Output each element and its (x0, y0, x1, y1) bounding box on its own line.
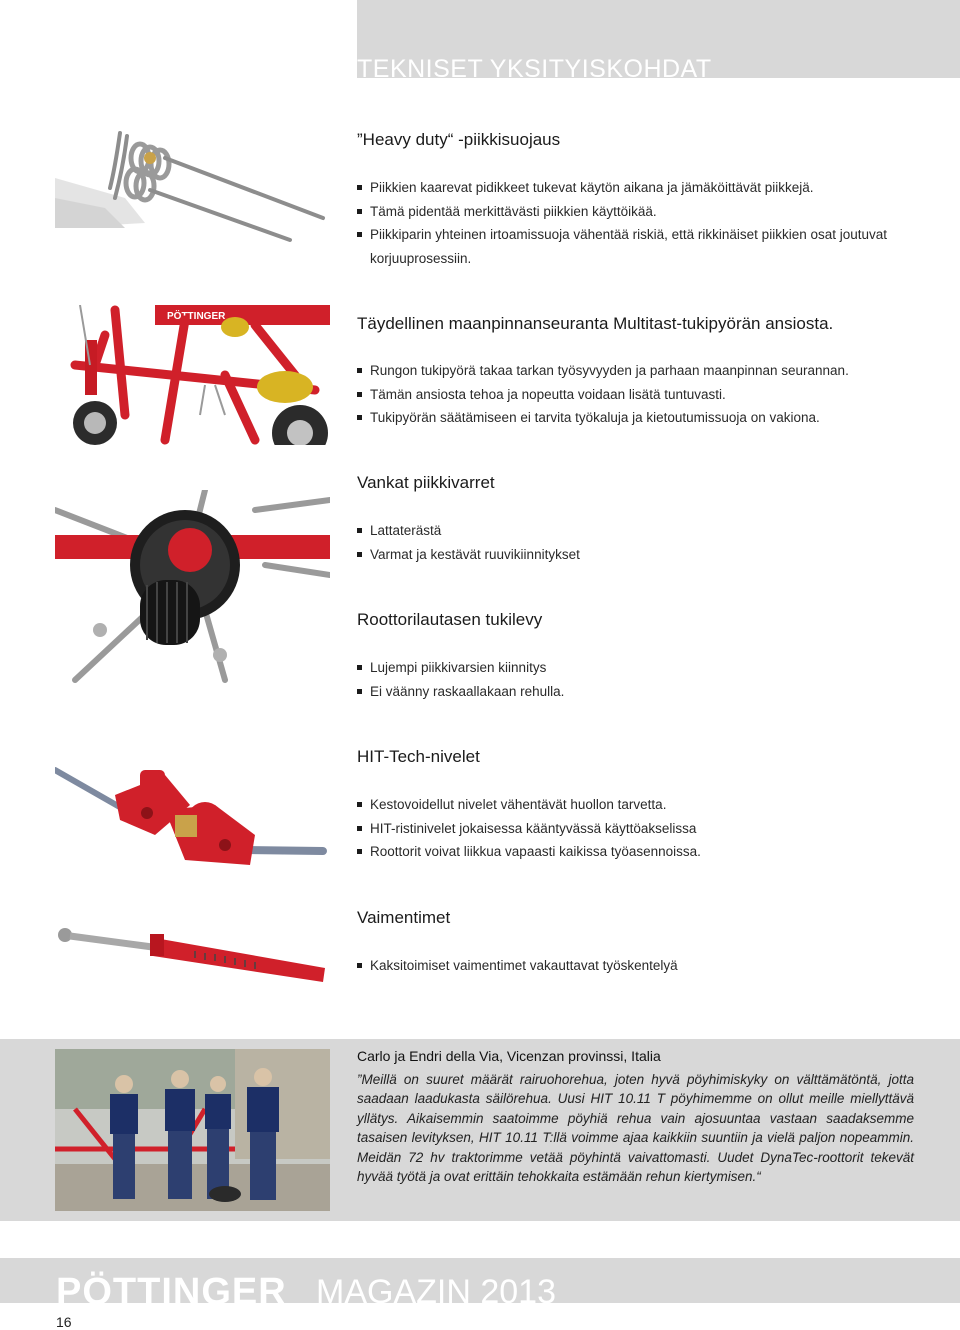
brand-logo: PÖTTINGER (56, 1271, 287, 1313)
list-item: Tämä pidentää merkittävästi piikkien käyttöikää. (357, 200, 917, 224)
list-item: Kaksitoimiset vaimentimet vakauttavat työskentelyä (357, 954, 917, 978)
bullet-list-multitast (357, 359, 917, 430)
magazine-title: MAGAZIN 2013 (316, 1273, 556, 1311)
damper-photo (55, 920, 330, 990)
list-item: Roottorit voivat liikkua vapaasti kaikissa työasennoissa. (357, 840, 917, 864)
bullet-list-heavy-duty (357, 176, 917, 270)
testimonial-quote: ”Meillä on suuret määrät rairuohorehua, joten hyvä pöyhimiskyky on välttämätöntä, jotta saadaan laadukasta säilörehua. Uusi HIT 10.11 T pöyhimemme on ollut meille miellyttävä yllätys. Aikaisemmin saatoimme pöyhiä rehua vain ajosuuntaa vastaan saadaksemme tasaisen levityksen, HIT 10.11 T:llä voimme ajaa kaikkiin suuntiin ja vielä paljon nopeammin. Meidän 72 hv traktorimme vetää pöyhintä vaivattomasti. Uudet DynaTec-roottorit tekevät hyvää työtä ja ovat erittäin tehokkaita estämään rehun kiertymisen.“ (357, 1072, 914, 1185)
list-item: HIT-ristinivelet jokaisessa kääntyvässä käyttöakselissa (357, 817, 917, 841)
bullet-list-tine-arms (357, 519, 917, 566)
list-item: Tukipyörän säätämiseen ei tarvita työkaluja ja kietoutumissuoja on vakiona. (357, 406, 917, 430)
section-title-multitast: Täydellinen maanpinnanseuranta Multitast-tukipyörän ansiosta. (357, 314, 834, 333)
bullet-list-hit-tech (357, 793, 917, 864)
page-number: 16 (56, 1314, 72, 1330)
list-item: Piikkiparin yhteinen irtoamissuoja vähentää riskiä, että rikkinäiset piikkien osat joutuvat korjuuprosessiin. (357, 223, 917, 270)
list-item: Ei väänny raskaallakaan rehulla. (357, 680, 917, 704)
section-title-dampers: Vaimentimet (357, 908, 451, 927)
section-title-tine-arms: Vankat piikkivarret (357, 473, 495, 492)
tine-guard-photo (55, 128, 330, 253)
machine-logo-text: PÖTTINGER (167, 311, 226, 322)
section-title-heavy-duty: ”Heavy duty“ -piikkisuojaus (357, 130, 561, 149)
list-item: Lattaterästä (357, 519, 917, 543)
hit-tech-joint-photo (55, 765, 330, 880)
list-item: Piikkien kaarevat pidikkeet tukevat käytön aikana ja jämäköittävät piikkejä. (357, 176, 917, 200)
list-item: Tämän ansiosta tehoa ja nopeutta voidaan lisätä tuntuvasti. (357, 383, 917, 407)
multitast-wheel-photo (55, 305, 330, 445)
testimonial-title: Carlo ja Endri della Via, Vicenzan provinssi, Italia (357, 1048, 661, 1064)
list-item: Varmat ja kestävät ruuvikiinnitykset (357, 543, 917, 567)
bullet-list-rotor-plate (357, 656, 917, 703)
section-title-hit-tech: HIT-Tech-nivelet (357, 747, 480, 766)
rotor-tine-arms-photo (55, 490, 330, 708)
list-item: Kestovoidellut nivelet vähentävät huollon tarvetta. (357, 793, 917, 817)
list-item: Rungon tukipyörä takaa tarkan työsyvyyden ja parhaan maanpinnan seurannan. (357, 359, 917, 383)
list-item: Lujempi piikkivarsien kiinnitys (357, 656, 917, 680)
bullet-list-dampers (357, 954, 917, 978)
page-title: TEKNISET YKSITYISKOHDAT (357, 55, 712, 83)
section-title-rotor-plate: Roottorilautasen tukilevy (357, 610, 543, 629)
farmers-photo (55, 1049, 330, 1211)
